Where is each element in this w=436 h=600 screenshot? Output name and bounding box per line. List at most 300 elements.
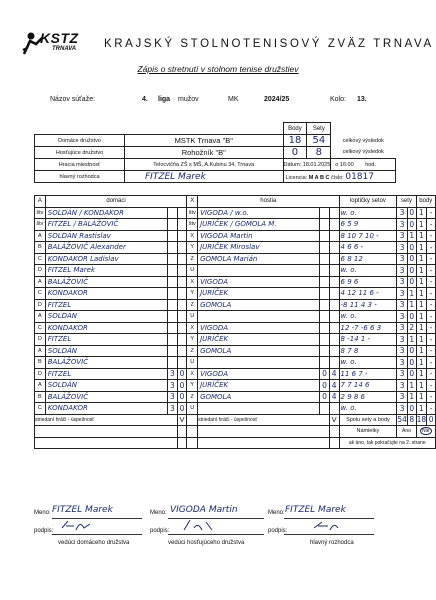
home-player: BALÁŽOVIČ: [45, 357, 167, 369]
home-player: BALÁŽOVIČ Alexander: [45, 242, 167, 254]
away-v-label: V: [329, 414, 339, 426]
home-position: štv: [35, 207, 46, 219]
set-scores: -8 11 4 3 -: [339, 299, 397, 311]
home-losses: [177, 345, 187, 357]
home-losses: [177, 219, 187, 231]
away-position: X: [187, 322, 198, 334]
points-away: -: [427, 242, 436, 254]
sets-away: 0: [409, 219, 415, 229]
away-points: 0: [283, 147, 307, 159]
away-wins: [320, 311, 330, 323]
objections-no: Nie: [422, 428, 430, 435]
set-scores: w. o.: [339, 207, 397, 219]
home-position: A: [35, 230, 46, 242]
totals-sets-home: 54: [397, 415, 407, 425]
table-row: [35, 288, 436, 300]
table-row: [35, 403, 436, 415]
sets-home: 3: [397, 403, 408, 415]
set-scores: w. o.: [339, 403, 397, 415]
home-position: D: [35, 299, 46, 311]
points-home: 1: [416, 322, 427, 334]
away-player: JURÍČEK: [198, 380, 320, 392]
home-player: FITZEL: [45, 299, 167, 311]
away-wins: [320, 219, 330, 231]
away-wins: [320, 357, 330, 369]
points-home: 1: [416, 345, 427, 357]
set-scores: 8 -14 1 -: [339, 334, 397, 346]
sets-away: 0: [409, 369, 415, 379]
set-scores: 7 7 14 6: [339, 380, 397, 392]
round-number: 13.: [357, 96, 367, 103]
away-team-name: Rohožník "B": [125, 147, 284, 159]
home-player: SOLDÁN / KONDAKOR: [45, 207, 167, 219]
away-wins: [320, 276, 330, 288]
home-player: SOLDÁN: [45, 311, 167, 323]
points-away: -: [427, 391, 436, 403]
away-player: JURÍČEK: [198, 288, 320, 300]
points-away: -: [427, 299, 436, 311]
home-player: BALÁŽOVIČ: [45, 276, 167, 288]
away-player: JURÍČEK / GOMOLA M.: [198, 219, 320, 231]
away-position: Z: [187, 345, 198, 357]
away-position: Y: [187, 334, 198, 346]
home-player: FITZEL: [45, 334, 167, 346]
away-losses: [329, 242, 339, 254]
away-position: Z: [187, 299, 198, 311]
license-number: 01817: [345, 171, 374, 182]
away-player: VIGODA: [198, 322, 320, 334]
sets-home: 3: [397, 242, 408, 254]
away-losses: 4: [329, 368, 339, 380]
set-scores: w. o.: [339, 265, 397, 277]
home-captain-caption: vedúci domáceho družstva: [58, 540, 130, 546]
home-wins: [168, 207, 178, 219]
home-losses: [177, 299, 187, 311]
home-wins: [168, 219, 178, 231]
home-wins: [168, 242, 178, 254]
totals-label: Spolu sety a body: [339, 414, 397, 426]
sets-home: 3: [397, 207, 408, 219]
set-scores: w. o.: [339, 357, 397, 369]
totals-points-home: 18: [416, 415, 427, 425]
home-position: štv: [35, 219, 46, 231]
page-title: KRAJSKÝ STOLNOTENISOVÝ ZVÄZ TRNAVA: [104, 38, 434, 50]
away-player: VIGODA: [198, 276, 320, 288]
home-position: B: [35, 242, 46, 254]
home-wins: [168, 265, 178, 277]
sets-away: 0: [409, 265, 415, 275]
home-position: A: [35, 276, 46, 288]
points-home: 1: [416, 380, 427, 392]
home-losses: [177, 276, 187, 288]
points-away: -: [427, 345, 436, 357]
points-home: 1: [416, 334, 427, 346]
points-away: -: [427, 219, 436, 231]
away-position: Y: [187, 288, 198, 300]
home-wins: 3: [168, 391, 178, 403]
home-position: A: [35, 311, 46, 323]
home-points: 18: [283, 135, 307, 147]
home-position: A: [35, 380, 46, 392]
away-losses: [329, 207, 339, 219]
home-player: SOLDÁN: [45, 380, 167, 392]
home-wins: [168, 311, 178, 323]
home-column-header: domáci: [45, 196, 187, 208]
sets-away: 1: [409, 300, 415, 310]
away-sign-label: podpis:: [150, 528, 170, 534]
home-losses: 0: [177, 368, 187, 380]
away-wins: [320, 242, 330, 254]
sets-away: 1: [409, 288, 415, 298]
table-row: [35, 345, 436, 357]
logo-text: KSTZ: [40, 30, 79, 46]
away-team-label: Hosťujúce družstvo: [35, 147, 125, 159]
away-wins: 0: [320, 391, 330, 403]
home-player: KONDAKOR Ladislav: [45, 253, 167, 265]
points-home: 1: [416, 288, 427, 300]
ref-signature-icon: [310, 518, 350, 534]
home-wins: [168, 357, 178, 369]
points-away: -: [427, 357, 436, 369]
away-position: X: [187, 368, 198, 380]
table-row: [35, 311, 436, 323]
totals-points-away: 0: [427, 414, 436, 426]
referee-name: FITZEL Marek: [125, 171, 284, 183]
points-away: -: [427, 276, 436, 288]
table-row: [35, 299, 436, 311]
points-home: 1: [416, 207, 427, 219]
home-pos-header: A: [35, 196, 46, 208]
points-away: -: [427, 288, 436, 300]
away-position: Y: [187, 242, 198, 254]
home-position: D: [35, 368, 46, 380]
away-player: VIGODA Martin: [198, 230, 320, 242]
table-row: [35, 391, 436, 403]
league-name: mužov: [178, 96, 199, 103]
points-home: 1: [416, 403, 427, 415]
sets-balls-header: loptičky setov: [339, 196, 397, 208]
home-wins: [168, 334, 178, 346]
set-scores: 8 10 7 10 -: [339, 230, 397, 242]
away-losses: [329, 230, 339, 242]
home-player: KONDAKOR: [45, 322, 167, 334]
set-scores: 4 12 11 6 -: [339, 288, 397, 300]
home-wins: 3: [168, 403, 178, 415]
away-losses: [329, 311, 339, 323]
away-losses: [329, 288, 339, 300]
points-home: 1: [416, 311, 427, 323]
license-classes: M A B C: [308, 174, 330, 181]
table-row: [35, 380, 436, 392]
venue: Telocvičňa ZŠ s MŠ, A.Kubinu 34, Trnava: [125, 159, 284, 171]
license-label: Licencia:: [285, 174, 308, 181]
home-position: C: [35, 288, 46, 300]
sets-away: 0: [409, 242, 415, 252]
home-losses: [177, 230, 187, 242]
points-away: -: [427, 230, 436, 242]
points-home: 1: [416, 357, 427, 369]
ref-name-label: Meno:: [268, 510, 285, 516]
points-away: -: [427, 403, 436, 415]
points-away: -: [427, 334, 436, 346]
away-player: JURÍČEK Miroslav: [198, 242, 320, 254]
league-number: 4.: [142, 96, 148, 103]
home-losses: [177, 242, 187, 254]
set-scores: 6 9 6: [339, 276, 397, 288]
points-home: 1: [416, 276, 427, 288]
away-position: štv: [187, 207, 198, 219]
totals-sets-away: 8: [409, 415, 415, 425]
sets-home: 3: [397, 345, 408, 357]
home-position: A: [35, 345, 46, 357]
home-team-name: MSTK Trnava "B": [125, 135, 284, 147]
away-wins: [320, 207, 330, 219]
away-wins: 0: [320, 380, 330, 392]
home-player: KONDAKOR: [45, 403, 167, 415]
away-pos-header: X: [187, 196, 198, 208]
sets-away: 0: [409, 254, 415, 264]
away-wins: [320, 345, 330, 357]
away-player: VIGODA: [198, 368, 320, 380]
home-position: D: [35, 334, 46, 346]
away-signature-icon: [180, 518, 220, 534]
away-losses: [329, 253, 339, 265]
home-player: FITZEL / BALÁŽOVIČ: [45, 219, 167, 231]
away-wins: [320, 253, 330, 265]
points-home: 1: [416, 299, 427, 311]
venue-label: Hracia miestnosť: [35, 159, 125, 171]
table-row: [35, 230, 436, 242]
number-label: číslo:: [330, 174, 344, 181]
table-row: [35, 265, 436, 277]
away-losses: [329, 322, 339, 334]
away-wins: [320, 288, 330, 300]
away-wins: [320, 230, 330, 242]
sets-away: 0: [409, 311, 415, 321]
points-away: -: [427, 380, 436, 392]
sets-home: 3: [397, 253, 408, 265]
sets-home: 3: [397, 288, 408, 300]
away-position: Y: [187, 380, 198, 392]
home-team-label: Domáce družstvo: [35, 135, 125, 147]
home-position: B: [35, 357, 46, 369]
home-sets: 54: [307, 135, 331, 147]
away-column-header: hostia: [198, 196, 339, 208]
set-scores: 8 7 8: [339, 345, 397, 357]
sets-away: 2: [409, 323, 415, 333]
home-losses: [177, 288, 187, 300]
away-position: U: [187, 403, 198, 415]
set-scores: w. o.: [339, 311, 397, 323]
away-wins: [320, 299, 330, 311]
home-player: FITZEL Marek: [45, 265, 167, 277]
home-losses: [177, 207, 187, 219]
away-player: GOMOLA Marián: [198, 253, 320, 265]
ref-footer-name: FITZEL Marek: [285, 505, 346, 515]
sets-home: 3: [397, 322, 408, 334]
match-time: o 16:00: [335, 161, 354, 168]
home-position: D: [35, 265, 46, 277]
points-home: 1: [416, 391, 427, 403]
away-position: X: [187, 276, 198, 288]
away-losses: [329, 334, 339, 346]
away-subs-label: striedaní hráči - úspešnosť: [198, 414, 330, 426]
objections-label: Námietky: [339, 426, 397, 438]
away-player: [198, 311, 320, 323]
away-position: U: [187, 265, 198, 277]
home-losses: [177, 265, 187, 277]
table-row: [35, 219, 436, 231]
points-home: 1: [416, 219, 427, 231]
away-position: štv: [187, 219, 198, 231]
home-wins: [168, 276, 178, 288]
away-losses: [329, 265, 339, 277]
sets-home: 3: [397, 265, 408, 277]
away-captain-caption: vedúci hosťujúceho družstva: [168, 540, 245, 546]
sets-away: 1: [409, 231, 415, 241]
home-wins: [168, 253, 178, 265]
set-scores: 4 6 6 -: [339, 242, 397, 254]
points-header: body: [416, 196, 435, 208]
home-sign-label: podpis:: [34, 528, 54, 534]
match-info-table: [34, 122, 396, 183]
home-wins: [168, 288, 178, 300]
home-wins: 3: [168, 368, 178, 380]
away-losses: [329, 276, 339, 288]
competition-label: Názov súťaže:: [50, 96, 96, 103]
home-player: SOLDÁN: [45, 345, 167, 357]
away-wins: [320, 334, 330, 346]
sets-home: 3: [397, 230, 408, 242]
home-position: B: [35, 391, 46, 403]
home-captain-name: FITZEL Marek: [52, 505, 113, 515]
home-player: KONDAKOR: [45, 288, 167, 300]
points-away: -: [427, 311, 436, 323]
round-label: Kolo:: [330, 96, 346, 103]
away-player: GOMOLA: [198, 391, 320, 403]
sets-home: 3: [397, 380, 408, 392]
home-name-label: Meno:: [34, 510, 51, 516]
away-player: [198, 357, 320, 369]
set-scores: 6 8 12: [339, 253, 397, 265]
away-player: JURÍČEK: [198, 334, 320, 346]
form-subtitle: Zápis o stretnutí v stolnom tenise družstiev: [137, 64, 299, 74]
home-losses: [177, 253, 187, 265]
away-player: VIGODA / w.o.: [198, 207, 320, 219]
table-row: [35, 368, 436, 380]
home-player: FITZEL: [45, 368, 167, 380]
set-scores: 2 9 8 6: [339, 391, 397, 403]
points-away: -: [427, 253, 436, 265]
away-losses: [329, 345, 339, 357]
sets-home: 3: [397, 276, 408, 288]
away-player: GOMOLA: [198, 345, 320, 357]
points-away: -: [427, 368, 436, 380]
away-losses: [329, 219, 339, 231]
sets-home: 3: [397, 368, 408, 380]
objections-yes: Áno: [397, 426, 416, 438]
away-player: [198, 403, 320, 415]
sets-away: 0: [409, 208, 415, 218]
points-home: 1: [416, 253, 427, 265]
away-position: Z: [187, 391, 198, 403]
match-results-table: [34, 195, 436, 449]
sety-header: Sety: [307, 123, 331, 135]
table-row: [35, 242, 436, 254]
home-losses: [177, 311, 187, 323]
points-home: 1: [416, 242, 427, 254]
away-losses: [329, 403, 339, 415]
match-date: Dátum: 18.01.2025: [283, 159, 331, 171]
home-losses: 0: [177, 391, 187, 403]
set-scores: 12 -7 -6 6 3: [339, 322, 397, 334]
away-wins: [320, 265, 330, 277]
sets-home: 3: [397, 391, 408, 403]
table-row: [35, 207, 436, 219]
home-losses: [177, 334, 187, 346]
points-away: -: [427, 265, 436, 277]
home-wins: [168, 230, 178, 242]
away-result-label: celkový výsledok: [342, 149, 384, 156]
sets-home: 3: [397, 299, 408, 311]
sets-header: sety: [397, 196, 416, 208]
time-suffix: hod.: [365, 161, 376, 168]
away-sets: 8: [307, 147, 331, 159]
sets-home: 3: [397, 311, 408, 323]
home-losses: [177, 357, 187, 369]
table-row: [35, 334, 436, 346]
away-position: X: [187, 230, 198, 242]
home-wins: [168, 345, 178, 357]
points-home: 1: [416, 230, 427, 242]
home-position: C: [35, 253, 46, 265]
sets-away: 1: [409, 380, 415, 390]
away-losses: 4: [329, 391, 339, 403]
table-row: [35, 322, 436, 334]
away-wins: 0: [320, 368, 330, 380]
home-position: C: [35, 322, 46, 334]
sets-home: 3: [397, 334, 408, 346]
away-captain-name: VIGODA Martin: [170, 505, 238, 515]
sets-away: 1: [409, 334, 415, 344]
away-position: Z: [187, 253, 198, 265]
away-wins: [320, 322, 330, 334]
ref-caption: hlavný rozhodca: [310, 540, 354, 546]
home-position: C: [35, 403, 46, 415]
sets-home: 3: [397, 219, 408, 231]
set-scores: 6 5 9: [339, 219, 397, 231]
league-word: liga: [158, 96, 171, 103]
sets-away: 0: [409, 277, 415, 287]
home-player: SOLDÁN Rastislav: [45, 230, 167, 242]
set-scores: 11 6 7 -: [339, 368, 397, 380]
continue-note: ak áno, tak pokračujte na 2. strane: [339, 437, 435, 449]
sets-away: 0: [409, 403, 415, 413]
home-losses: 0: [177, 403, 187, 415]
home-player: BALÁŽOVIČ: [45, 391, 167, 403]
points-home: 1: [416, 265, 427, 277]
home-losses: 0: [177, 380, 187, 392]
home-result-label: celkový výsledok: [342, 137, 384, 144]
logo-subtext: TRNAVA: [52, 46, 77, 52]
home-v-label: V: [177, 414, 187, 426]
away-player: [198, 265, 320, 277]
table-row: [35, 276, 436, 288]
table-row: [35, 357, 436, 369]
away-position: U: [187, 311, 198, 323]
season: 2024/25: [264, 96, 290, 103]
body-header: Body: [283, 123, 307, 135]
